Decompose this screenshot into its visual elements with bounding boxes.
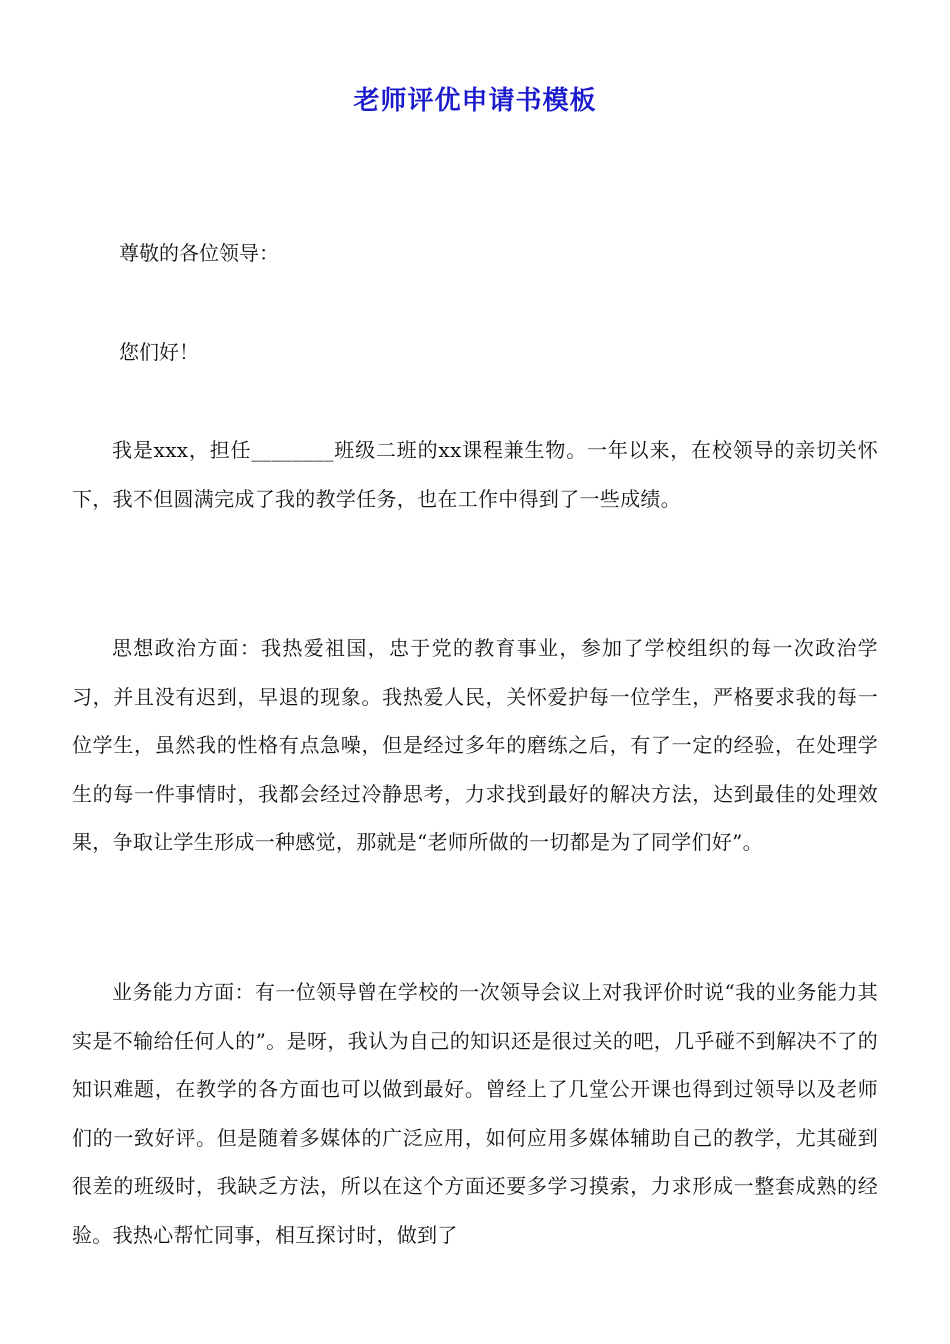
paragraph-political: 思想政治方面：我热爱祖国，忠于党的教育事业，参加了学校组织的每一次政治学习，并且没有迟到，早退的现象。我热爱人民，关怀爱护每一位学生，严格要求我的每一位学生，虽然我的性格有点急噪，但是经过多年的磨练之后，有了一定的经验，在处理学生的每一件事情时，我都会经过冷静思考，力求找到最好的解决方法，达到最佳的处理效果，争取让学生形成一种感觉，那就是“老师所做的一切都是为了同学们好”。 — [72, 636, 878, 854]
document-title: 老师评优申请书模板 — [353, 86, 597, 116]
salutation: 尊敬的各位领导： — [119, 241, 279, 265]
paragraph-professional: 业务能力方面：有一位领导曾在学校的一次领导会议上对我评价时说“我的业务能力其实是不输给任何人的”。是呀，我认为自己的知识还是很过关的吧，几乎碰不到解决不了的知识难题，在教学的各方面也可以做到最好。曾经上了几堂公开课也得到过领导以及老师们的一致好评。但是随着多媒体的广泛应用，如何应用多媒体辅助自己的教学，尤其碰到很差的班级时，我缺乏方法，所以在这个方面还要多学习摸索，力求形成一整套成熟的经验。我热心帮忙同事，相互探讨时，做到了 — [72, 980, 878, 1247]
paragraph-intro: 我是xxx，担任________班级二班的xx课程兼生物。一年以来，在校领导的亲切关怀下，我不但圆满完成了我的教学任务，也在工作中得到了一些成绩。 — [72, 438, 878, 511]
greeting: 您们好！ — [119, 340, 199, 364]
